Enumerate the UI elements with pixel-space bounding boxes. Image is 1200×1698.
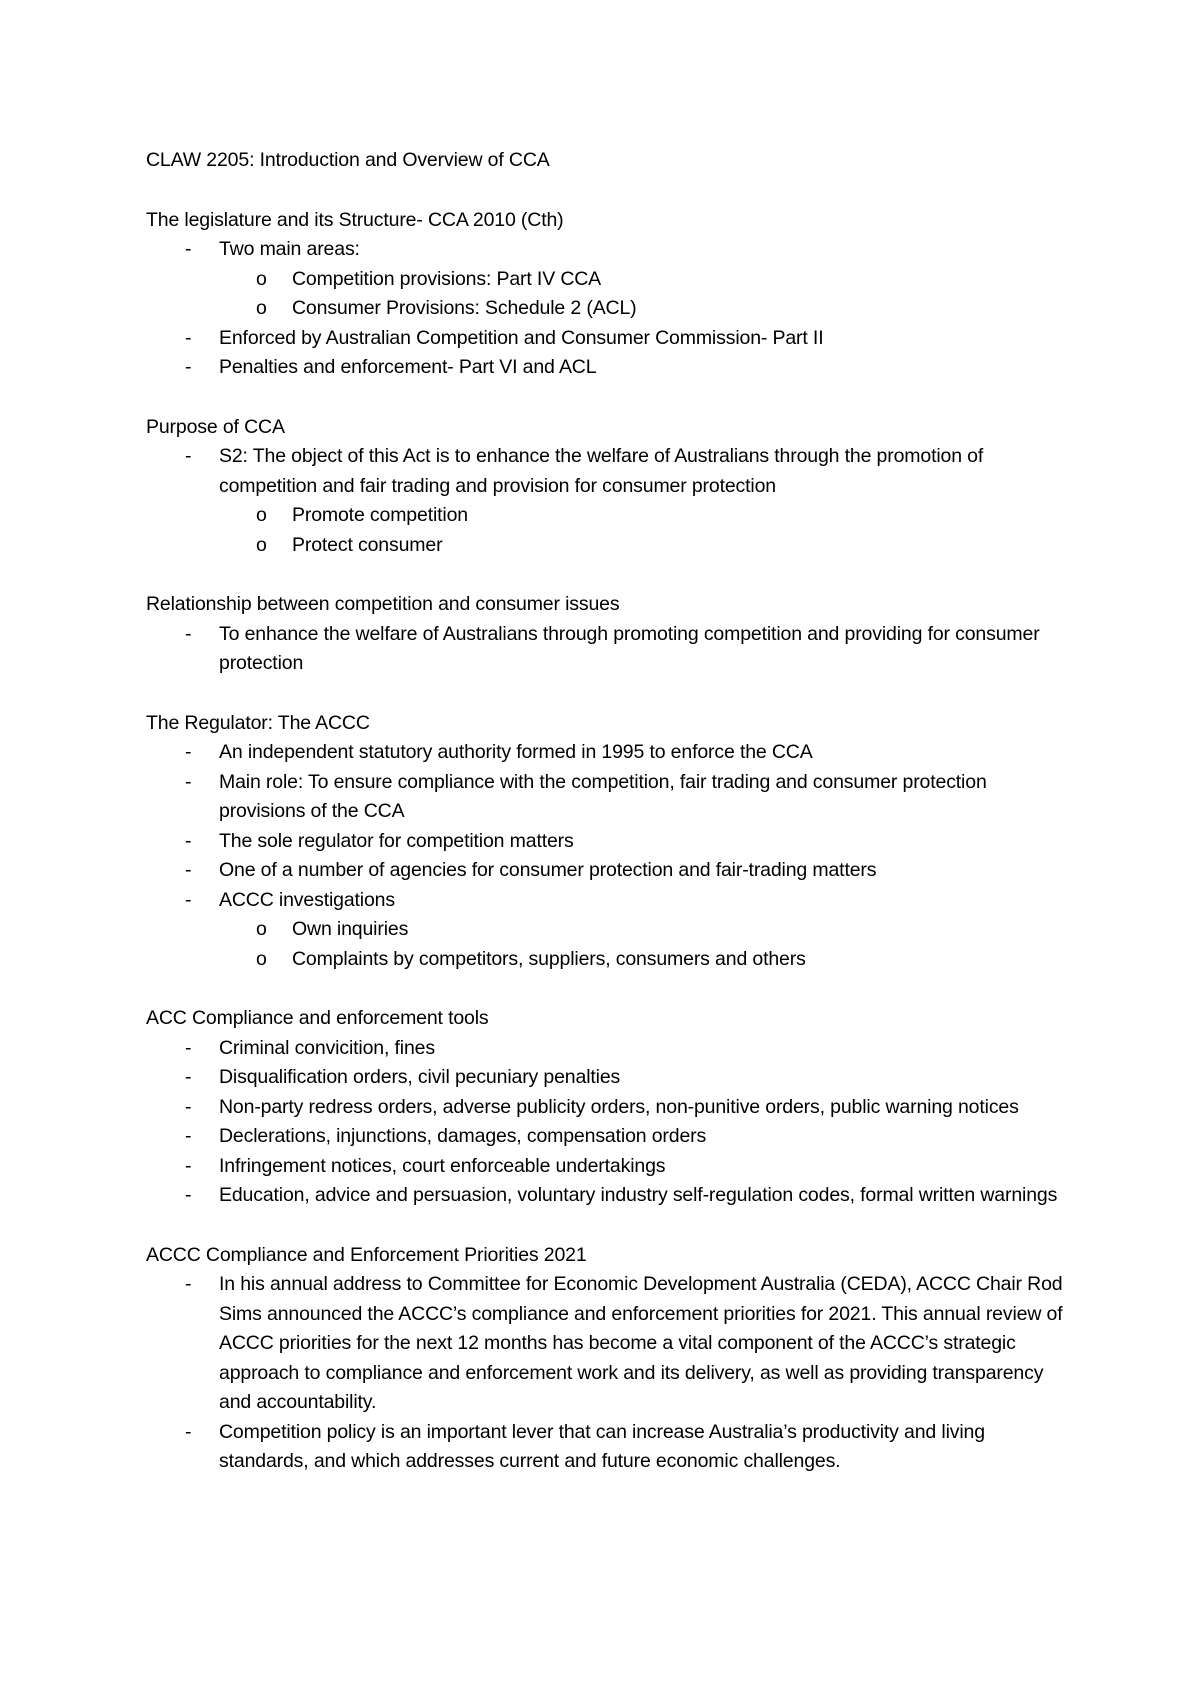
list-item-text: ACCC investigations: [219, 888, 395, 911]
dash-bullet: -: [185, 445, 192, 467]
bullet-list: [146, 1034, 1076, 1211]
section-heading: ACC Compliance and enforcement tools: [146, 1007, 489, 1029]
dash-bullet: -: [185, 1184, 192, 1206]
section-heading: ACCC Compliance and Enforcement Priorities 2021: [146, 1243, 587, 1266]
dash-bullet: -: [185, 1154, 192, 1177]
document-title: CLAW 2205: Introduction and Overview of CCA: [146, 149, 550, 171]
dash-bullet: -: [185, 888, 192, 911]
bullet-list: [146, 620, 1076, 679]
list-item: [146, 856, 1076, 886]
list-item-text: S2: The object of this Act is to enhance the welfare of Australians through the promotion of competition and fair trading and provision for consumer protection: [219, 445, 984, 497]
sub-list-item: [146, 945, 1076, 975]
sub-list-item: [146, 265, 1076, 295]
list-item-text: One of a number of agencies for consumer protection and fair-trading matters: [219, 859, 877, 881]
sub-list-item-text: Complaints by competitors, suppliers, consumers and others: [292, 947, 806, 970]
sub-list-item-text: Promote competition: [292, 504, 468, 526]
sub-list-item-text: Protect consumer: [292, 533, 443, 556]
spacer: [146, 560, 1076, 590]
bullet-list: [146, 738, 1076, 974]
dash-bullet: -: [185, 741, 192, 763]
list-item: [146, 1122, 1076, 1152]
circle-bullet: o: [256, 947, 267, 970]
dash-bullet: -: [185, 1273, 192, 1295]
dash-bullet: -: [185, 1095, 192, 1118]
list-item-text: Criminal convicition, fines: [219, 1036, 435, 1059]
spacer: [146, 383, 1076, 413]
dash-bullet: -: [185, 770, 192, 793]
list-item-text: Disqualification orders, civil pecuniary penalties: [219, 1066, 621, 1088]
section-heading: The Regulator: The ACCC: [146, 711, 370, 734]
dash-bullet: -: [185, 1125, 192, 1147]
list-item-text: Main role: To ensure compliance with the competition, fair trading and consumer protection provisions of the CCA: [219, 770, 987, 822]
spacer: [146, 1211, 1076, 1241]
section-heading: The legislature and its Structure- CCA 2010 (Cth): [146, 208, 564, 231]
section-relationship: [146, 590, 1076, 679]
section-priorities-2021: [146, 1241, 1076, 1477]
dash-bullet: -: [185, 859, 192, 881]
spacer: [146, 679, 1076, 709]
list-item: [146, 324, 1076, 354]
dash-bullet: -: [185, 238, 192, 260]
list-item: [146, 1063, 1076, 1093]
section-regulator: [146, 709, 1076, 975]
sub-list-item-text: Own inquiries: [292, 918, 409, 940]
sub-list-item-text: Competition provisions: Part IV CCA: [292, 267, 602, 290]
list-item: [146, 1152, 1076, 1182]
sub-list-item: [146, 915, 1076, 945]
list-item-text: The sole regulator for competition matters: [219, 829, 574, 852]
list-item-text: Competition policy is an important lever that can increase Australia’s productivity and living standards, and which addresses current and future economic challenges.: [219, 1420, 985, 1472]
list-item-text: Declerations, injunctions, damages, compensation orders: [219, 1125, 707, 1147]
circle-bullet: o: [256, 297, 267, 319]
circle-bullet: o: [256, 918, 267, 940]
list-item: [146, 1034, 1076, 1064]
list-item-text: Non-party redress orders, adverse publicity orders, non-punitive orders, public warning notices: [219, 1095, 1019, 1118]
list-item: [146, 353, 1076, 383]
dash-bullet: -: [185, 622, 192, 645]
list-item: [146, 768, 1076, 827]
circle-bullet: o: [256, 533, 267, 556]
list-item-text: Enforced by Australian Competition and Consumer Commission- Part II: [219, 326, 824, 349]
section-heading: Purpose of CCA: [146, 415, 285, 438]
list-item-text: Penalties and enforcement- Part VI and ACL: [219, 356, 597, 378]
list-item-text: An independent statutory authority formed in 1995 to enforce the CCA: [219, 741, 813, 763]
list-item: [146, 1093, 1076, 1123]
bullet-list: [146, 235, 1076, 383]
section-heading: Relationship between competition and consumer issues: [146, 593, 620, 615]
list-item: [146, 738, 1076, 768]
list-item: [146, 235, 1076, 265]
dash-bullet: -: [185, 829, 192, 852]
list-item: [146, 442, 1076, 501]
sub-list-item: [146, 294, 1076, 324]
list-item: [146, 620, 1076, 679]
list-item: [146, 1270, 1076, 1418]
list-item-text: In his annual address to Committee for Economic Development Australia (CEDA), ACCC Chair Rod Sims announced the ACCC’s compliance and enforcement priorities for 2021. This annual review of ACCC priorities for the next 12 months has become a vital component of the ACCC’s strategic approach to compliance and enforcement work and its delivery, as well as providing transparency and accountability.: [219, 1273, 1063, 1413]
document-content: [146, 146, 1076, 1477]
section-purpose: [146, 413, 1076, 561]
sub-list-item: [146, 531, 1076, 561]
dash-bullet: -: [185, 326, 192, 349]
section-enforcement-tools: [146, 1004, 1076, 1211]
list-item-text: Two main areas:: [219, 238, 360, 260]
section-legislature-structure: [146, 206, 1076, 383]
list-item: [146, 1418, 1076, 1477]
list-item: [146, 886, 1076, 916]
list-item: [146, 1181, 1076, 1211]
spacer: [146, 974, 1076, 1004]
circle-bullet: o: [256, 504, 267, 526]
list-item-text: Infringement notices, court enforceable undertakings: [219, 1154, 666, 1177]
sub-list-item: [146, 501, 1076, 531]
dash-bullet: -: [185, 1036, 192, 1059]
bullet-list: [146, 442, 1076, 560]
dash-bullet: -: [185, 356, 192, 378]
circle-bullet: o: [256, 267, 267, 290]
dash-bullet: -: [185, 1420, 192, 1443]
bullet-list: [146, 1270, 1076, 1477]
sub-list-item-text: Consumer Provisions: Schedule 2 (ACL): [292, 297, 637, 319]
list-item-text: Education, advice and persuasion, voluntary industry self-regulation codes, formal written warnings: [219, 1184, 1058, 1206]
list-item: [146, 827, 1076, 857]
spacer: [146, 176, 1076, 206]
list-item-text: To enhance the welfare of Australians through promoting competition and providing for consumer protection: [219, 622, 1040, 674]
dash-bullet: -: [185, 1066, 192, 1088]
